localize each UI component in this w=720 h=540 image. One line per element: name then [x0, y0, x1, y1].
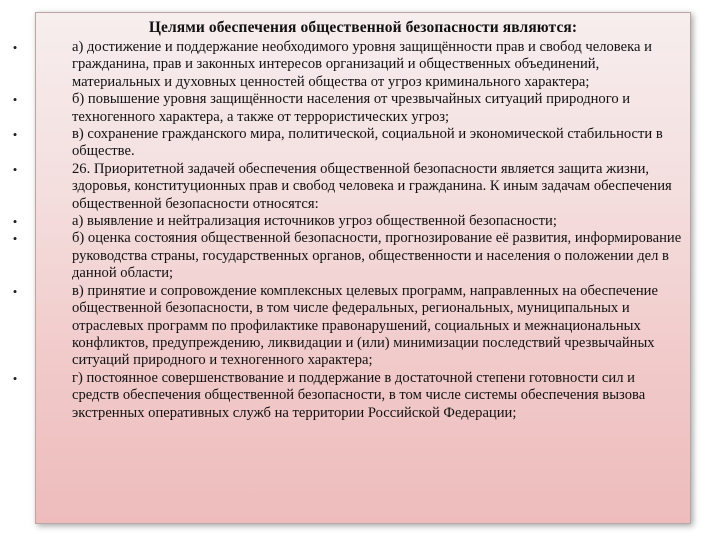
- bullet-icon: •: [12, 370, 18, 386]
- bullet-icon: •: [12, 214, 18, 230]
- list-item: [12, 91, 692, 126]
- list-item-text: а) выявление и нейтрализация источников угроз общественной безопасности;: [72, 213, 557, 230]
- list-item: [12, 369, 692, 422]
- list-item: [12, 39, 692, 91]
- list-item: [12, 282, 692, 370]
- list-item-text: б) повышение уровня защищённости населения от чрезвычайных ситуаций природного и техногенного характера, а также от террористических угроз;: [72, 91, 631, 125]
- bullet-icon: •: [12, 231, 18, 247]
- list-item: [12, 160, 692, 213]
- list-item-text: 26. Приоритетной задачей обеспечения общественной безопасности является защита жизни, здоровья, конституционных прав и свобод человека и гражданина. К иным задачам обеспечения общественной безопасности относятся:: [72, 160, 672, 212]
- bullet-icon: •: [12, 283, 18, 299]
- slide: [12, 12, 691, 524]
- bullet-icon: •: [12, 92, 18, 108]
- list-item-text: в) сохранение гражданского мира, политической, социальной и экономической стабильности в обществе.: [72, 126, 663, 160]
- list-item: [12, 126, 692, 161]
- bullet-icon: •: [12, 127, 18, 143]
- list-item-text: г) постоянное совершенствование и поддержание в достаточной степени готовности сил и средств обеспечения общественной безопасности, в том числе системы обеспечения вызова экстренных оперативных служб на территории Российской Федерации;: [72, 369, 646, 421]
- list-item-text: в) принятие и сопровождение комплексных целевых программ, направленных на обеспечение общественной безопасности, в том числе федеральных, региональных, муниципальных и отраслевых программ по профилактике правонарушений, социальных и межнациональных конфликтов, предупреждению, ликвидации и (или) минимизации последствий чрезвычайных ситуаций природного и техногенного характера;: [72, 282, 658, 369]
- list-item: [12, 230, 692, 282]
- list-item: [12, 213, 692, 230]
- list-item-text: б) оценка состояния общественной безопасности, прогнозирование её развития, информирование руководства страны, государственных органов, общественности и населения о положении дел в данной области;: [72, 230, 682, 282]
- list-item-text: а) достижение и поддержание необходимого уровня защищённости прав и свобод человека и гражданина, прав и законных интересов организаций и общественных объединений, материальных и духовных ценностей общества от угроз криминального характера;: [72, 39, 652, 90]
- bullet-icon: •: [12, 161, 18, 177]
- bullet-list: [12, 39, 692, 422]
- bullet-icon: •: [12, 40, 18, 55]
- slide-title: Целями обеспечения общественной безопасности являются:: [148, 19, 578, 36]
